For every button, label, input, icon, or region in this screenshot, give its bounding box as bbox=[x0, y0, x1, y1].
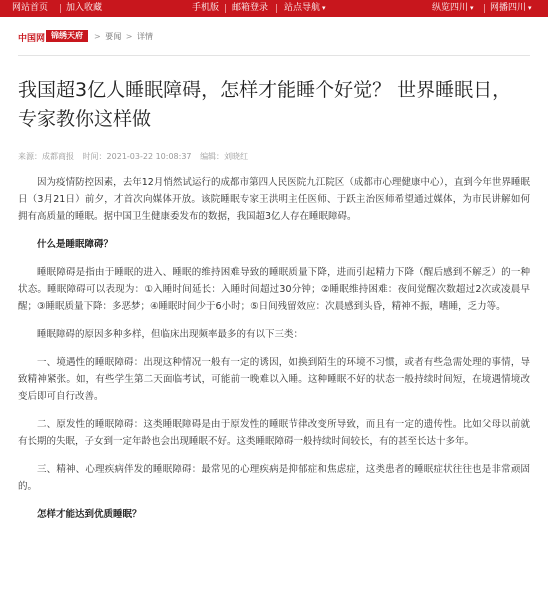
add-favorite-link[interactable]: 加入收藏 bbox=[66, 3, 103, 13]
breadcrumb-separator: > bbox=[125, 32, 133, 41]
article-paragraph: 三、精神、心理疾病伴发的睡眠障碍：最常见的心理疾病是抑郁症和焦虑症，这类患者的睡眠症状往往也是非常顽固的。 bbox=[18, 464, 530, 492]
breadcrumb-separator: > bbox=[94, 32, 101, 41]
chevron-down-icon: ▾ bbox=[322, 4, 326, 12]
article-paragraph: 二、原发性的睡眠障碍：这类睡眠障碍是由于原发性的睡眠节律改变所导致，而且有一定的遗传性。比如父母以前就有长期的失眠，子女到一定年龄也会出现睡眠不好。这类睡眠障碍一般持续时间较长，有的甚至长达十多年。 bbox=[18, 419, 530, 447]
site-nav-label: 站点导航 bbox=[284, 3, 321, 13]
nav-divider bbox=[225, 4, 226, 13]
top-nav-bar bbox=[0, 0, 548, 17]
zonglan-sichuan-link[interactable] bbox=[432, 0, 474, 17]
article-paragraph: 一、境遇性的睡眠障碍：出现这种情况一般有一定的诱因，如换到陌生的环境不习惯，或者有些急需处理的事情，导致精神紧张。如，有些学生第二天面临考试，可能前一晚难以入睡。这种睡眠不好的状态一般持续时间短，在境遇情境改变后即可自行改善。 bbox=[18, 357, 530, 402]
article-body bbox=[18, 174, 530, 534]
site-nav-link[interactable] bbox=[284, 0, 326, 17]
article-paragraph: 睡眠障碍的原因多种多样，但临床出现频率最多的有以下三类： bbox=[37, 329, 304, 340]
mobile-version-link[interactable]: 手机版 bbox=[192, 3, 220, 13]
article-title: 我国超3亿人睡眠障碍，怎样才能睡个好觉？ 世界睡眠日，专家教你这样做 bbox=[18, 79, 512, 130]
header bbox=[0, 17, 548, 53]
home-link[interactable]: 网站首页 bbox=[12, 3, 49, 13]
wangbo-sichuan-label: 网播四川 bbox=[490, 3, 527, 13]
article-editor: 编辑：刘晓红 bbox=[200, 152, 249, 161]
wangbo-sichuan-link[interactable] bbox=[490, 0, 532, 17]
breadcrumb-item-news[interactable]: 要闻 bbox=[105, 32, 122, 41]
chevron-down-icon: ▾ bbox=[528, 4, 532, 12]
article-paragraph: 睡眠障碍是指由于睡眠的进入、睡眠的维持困难导致的睡眠质量下降，进而引起精力下降（醒后感到不解乏）的一种状态。睡眠障碍可以表现为：①入睡时间延长：入睡时间超过30分钟；②睡眠维持困难：夜间觉醒次数超过2次或凌晨早醒；③睡眠质量下降：多恶梦；④睡眠时间少于6小时；⑤日间残留效应：次晨感到头昏，精神不振，嗜睡，乏力等。 bbox=[18, 267, 530, 312]
nav-divider bbox=[484, 4, 485, 13]
article-time: 时间：2021-03-22 10:08:37 bbox=[82, 152, 192, 161]
nav-divider bbox=[276, 4, 277, 13]
site-logo[interactable]: 中国网 bbox=[18, 34, 46, 44]
nav-divider bbox=[60, 4, 61, 13]
zonglan-sichuan-label: 纵览四川 bbox=[432, 3, 469, 13]
email-login-link[interactable]: 邮箱登录 bbox=[232, 3, 269, 13]
article-meta bbox=[18, 151, 254, 162]
article-paragraph: 因为疫情防控因素，去年12月悄然试运行的成都市第四人民医院九江院区（成都市心理健康中心），直到今年世界睡眠日（3月21日）前夕，才首次向媒体开放。该院睡眠专家王洪明主任医师、于跃主治医师希望通过媒体，为市民讲解如何拥有高质量的睡眠。据中国卫生健康委发布的数据，我国超3亿人存在睡眠障碍。 bbox=[18, 177, 530, 222]
channel-logo[interactable]: 锦绣天府 bbox=[46, 30, 88, 42]
breadcrumb-item-detail: 详情 bbox=[137, 32, 154, 41]
chevron-down-icon: ▾ bbox=[470, 4, 474, 12]
section-heading: 什么是睡眠障碍？ bbox=[37, 239, 114, 250]
breadcrumb bbox=[92, 31, 153, 42]
section-heading: 怎样才能达到优质睡眠？ bbox=[37, 509, 142, 520]
article-source: 来源：成都商报 bbox=[18, 152, 74, 161]
header-divider bbox=[18, 55, 530, 56]
